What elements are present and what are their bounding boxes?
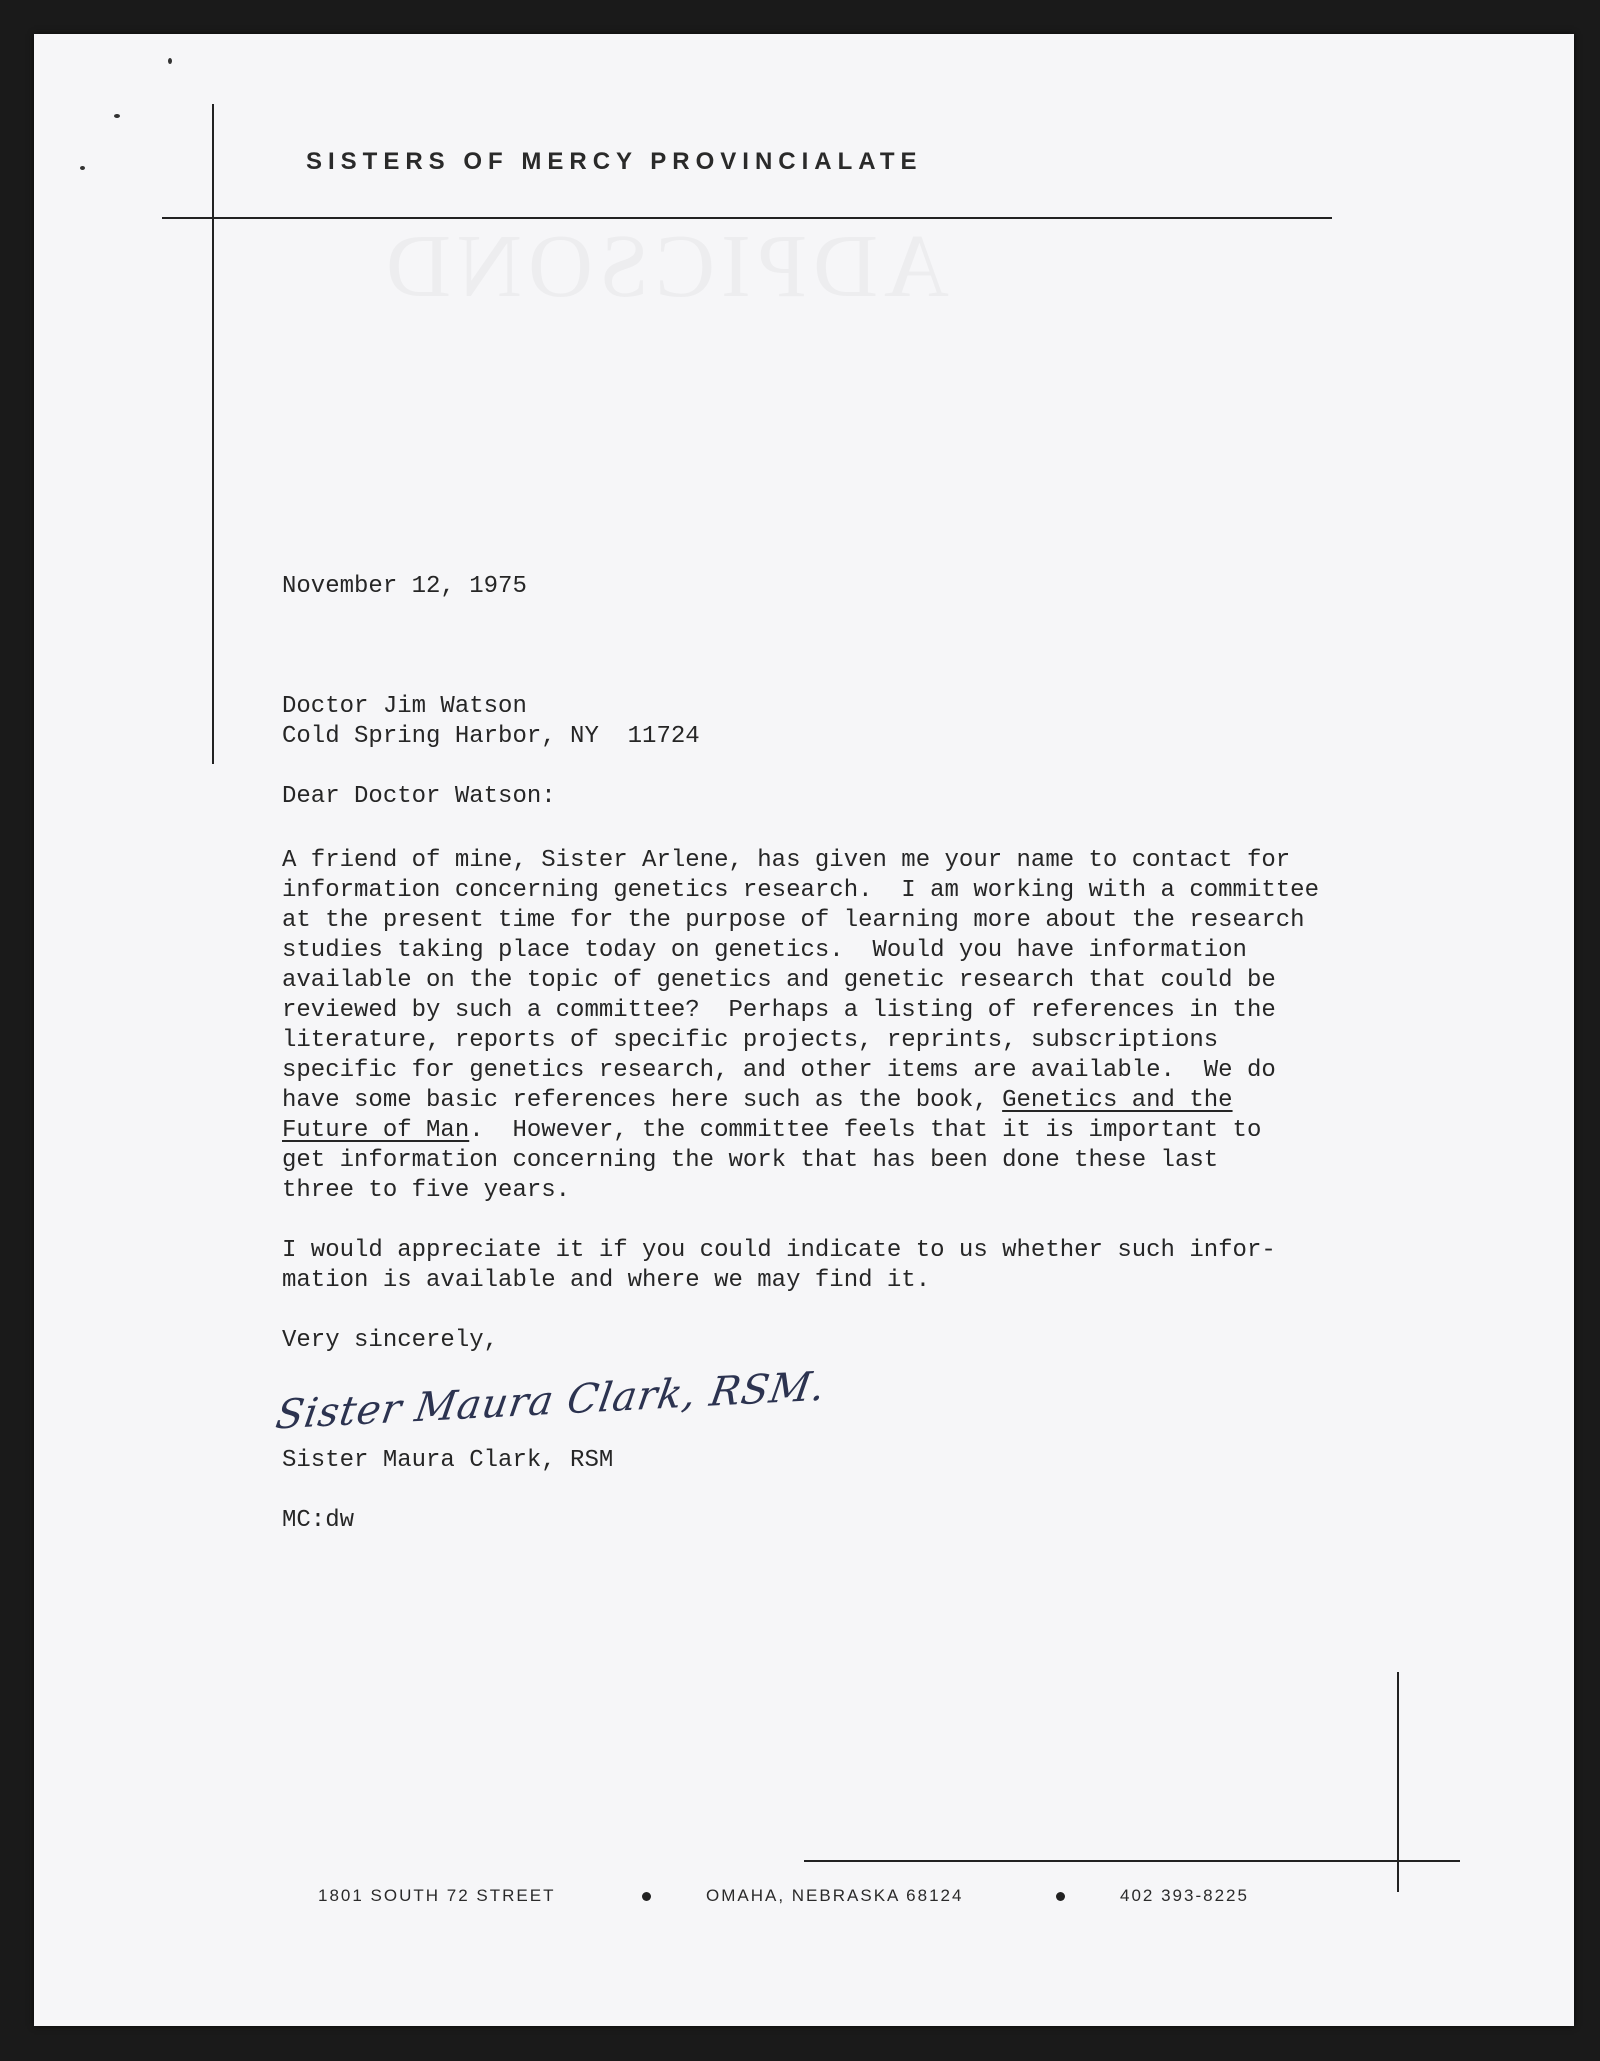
- footer-street: 1801 SOUTH 72 STREET: [318, 1886, 556, 1905]
- body-line: available on the topic of genetics and genetic research that could be: [282, 967, 1276, 994]
- show-through-watermark: [380, 215, 949, 318]
- recipient-name: Doctor Jim Watson: [282, 693, 527, 720]
- body-line: specific for genetics research, and other items are available. We do: [282, 1057, 1276, 1084]
- reference-initials: MC:dw: [282, 1507, 355, 1534]
- body-line: [282, 1086, 1233, 1116]
- body-line-prefix: have some basic references here such as the book,: [282, 1087, 1003, 1114]
- body-line: reviewed by such a committee? Perhaps a listing of references in the: [282, 997, 1276, 1024]
- body-line: A friend of mine, Sister Arlene, has given me your name to contact for: [282, 847, 1291, 874]
- body-line-suffix: . However, the committee feels that it is important to: [469, 1117, 1262, 1144]
- paper-speck: [114, 114, 120, 118]
- body-line: three to five years.: [282, 1177, 571, 1204]
- body-line: [282, 1116, 1261, 1146]
- body-line: information concerning genetics research. I am working with a committee: [282, 877, 1319, 904]
- footer-bullet: [1056, 1892, 1065, 1901]
- closing: Very sincerely,: [282, 1327, 499, 1354]
- body-line: get information concerning the work that has been done these last: [282, 1147, 1219, 1174]
- footer-horizontal-rule: [804, 1860, 1460, 1862]
- salutation: Dear Doctor Watson:: [282, 783, 556, 810]
- body-line: literature, reports of specific projects, reprints, subscriptions: [282, 1027, 1219, 1054]
- footer-bullet: [642, 1892, 651, 1901]
- letterhead-title: SISTERS OF MERCY PROVINCIALATE: [306, 148, 923, 175]
- paper-speck: [168, 58, 172, 64]
- letterhead-horizontal-rule: [162, 217, 1332, 219]
- letterhead-vertical-rule: [212, 104, 214, 764]
- book-title: Genetics and the: [1002, 1087, 1233, 1114]
- handwritten-signature: Sister Maura Clark, RSM.: [272, 1363, 830, 1439]
- body-line: studies taking place today on genetics. Would you have information: [282, 937, 1247, 964]
- signer-name: Sister Maura Clark, RSM: [282, 1447, 614, 1474]
- footer-vertical-rule: [1397, 1672, 1399, 1892]
- paper-speck: [80, 166, 85, 170]
- body-line: at the present time for the purpose of learning more about the research: [282, 907, 1305, 934]
- body-line: I would appreciate it if you could indicate to us whether such infor-: [282, 1237, 1276, 1264]
- book-title: Future of Man: [282, 1117, 470, 1144]
- body-line: mation is available and where we may find it.: [282, 1267, 931, 1294]
- footer-phone: 402 393-8225: [1120, 1886, 1249, 1905]
- recipient-address: Cold Spring Harbor, NY 11724: [282, 723, 700, 750]
- footer-city: OMAHA, NEBRASKA 68124: [706, 1886, 964, 1905]
- letter-date: November 12, 1975: [282, 573, 527, 600]
